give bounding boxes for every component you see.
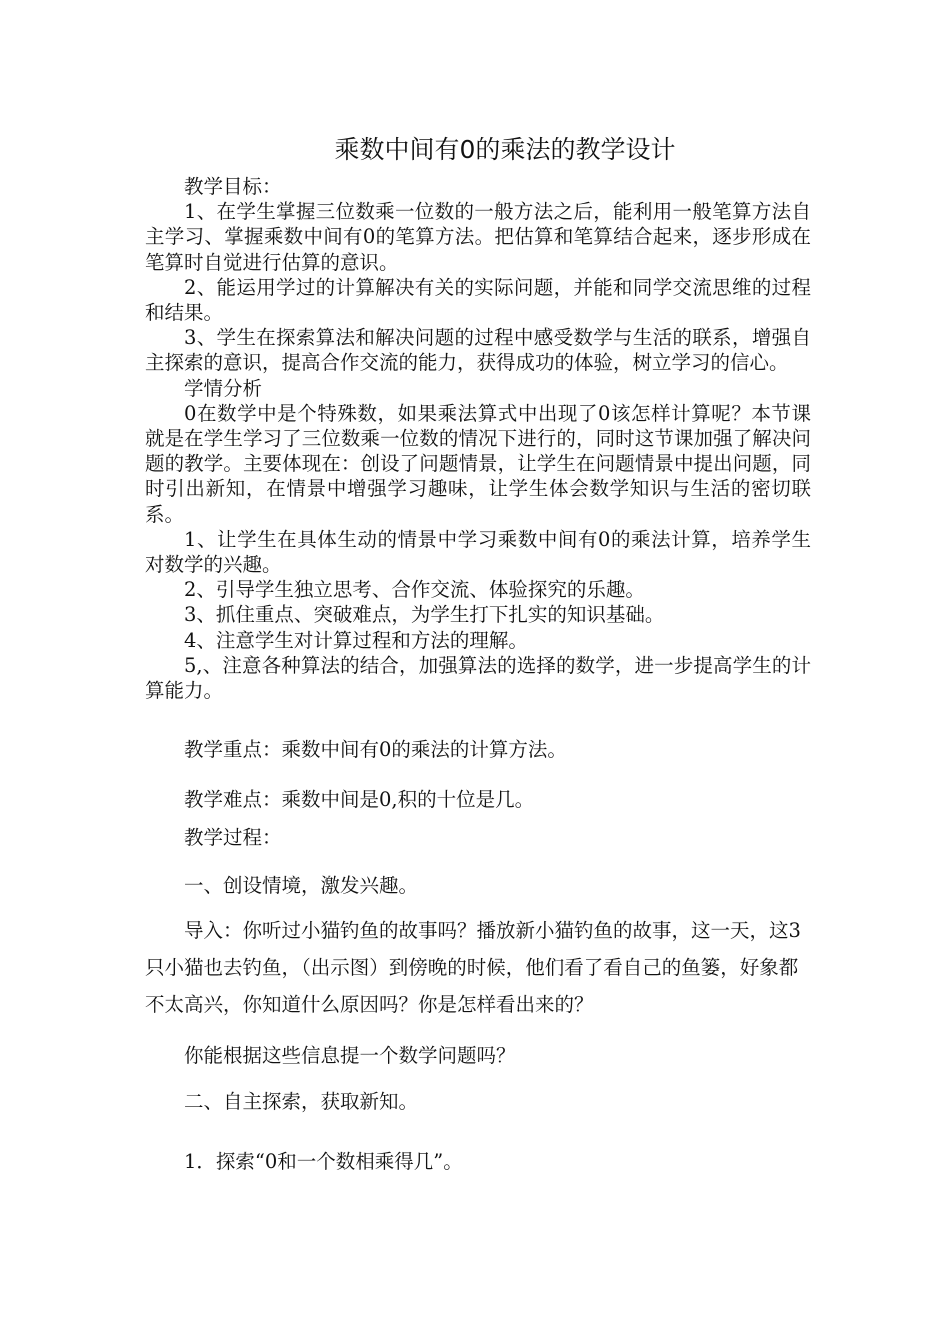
section-one-heading: 一、创设情境，激发兴趣。 — [184, 874, 419, 897]
section-two-heading: 二、自主探索，获取新知。 — [184, 1090, 419, 1113]
question-paragraph: 你能根据这些信息提一个数学问题吗？ — [184, 1044, 516, 1067]
intro-paragraph: 导入：你听过小猫钓鱼的故事吗？播放新小猫钓鱼的故事，这一天，这3只小猫也去钓鱼，（出示图）到傍晚的时候，他们看了看自己的鱼篓，好象都不太高兴，你知道什么原因吗？你是怎样看出来的？ — [145, 919, 801, 1016]
analysis-point-2: 2、引导学生独立思考、合作交流、体验探究的乐趣。 — [184, 578, 645, 602]
objective-item-1: 1、在学生掌握三位数乘一位数的一般方法之后，能利用一般笔算方法自主学习、掌握乘数中间有0的笔算方法。把估算和笔算结合起来，逐步形成在笔算时自觉进行估算的意识。 — [145, 200, 811, 274]
analysis-point-5: 5,、注意各种算法的结合，加强算法的选择的数学，进一步提高学生的计算能力。 — [145, 653, 811, 703]
analysis-point-1: 1、让学生在具体生动的情景中学习乘数中间有0的乘法计算，培养学生对数学的兴趣。 — [145, 527, 811, 577]
document-title: 乘数中间有0的乘法的教学设计 — [334, 135, 676, 164]
analysis-heading: 学情分析 — [184, 376, 263, 400]
objective-item-3: 3、学生在探索算法和解决问题的过程中感受数学与生活的联系，增强自主探索的意识，提高合作交流的能力，获得成功的体验，树立学习的信心。 — [145, 326, 811, 375]
objectives-heading: 教学目标： — [184, 175, 282, 198]
explore-item-1: 1．探索“0和一个数相乘得几”。 — [184, 1150, 463, 1173]
document-body — [145, 174, 811, 703]
key-point: 教学重点：乘数中间有0的乘法的计算方法。 — [184, 738, 567, 761]
objective-item-2: 2、能运用学过的计算解决有关的实际问题，并能和同学交流思维的过程和结果。 — [145, 275, 811, 325]
analysis-point-4: 4、注意学生对计算过程和方法的理解。 — [184, 628, 528, 652]
process-heading: 教学过程： — [184, 826, 282, 849]
difficulty-point: 教学难点：乘数中间是0,积的十位是几。 — [184, 788, 535, 811]
analysis-intro: 0在数学中是个特殊数，如果乘法算式中出现了0该怎样计算呢？本节课就是在学生学习了三位数乘一位数的情况下进行的，同时这节课加强了解决问题的教学。主要体现在：创设了问题情景，让学生在问题情景中提出问题，同时引出新知，在情景中增强学习趣味，让学生体会数学知识与生活的密切联系。 — [145, 401, 811, 526]
analysis-point-3: 3、抓住重点、突破难点，为学生打下扎实的知识基础。 — [184, 603, 665, 627]
